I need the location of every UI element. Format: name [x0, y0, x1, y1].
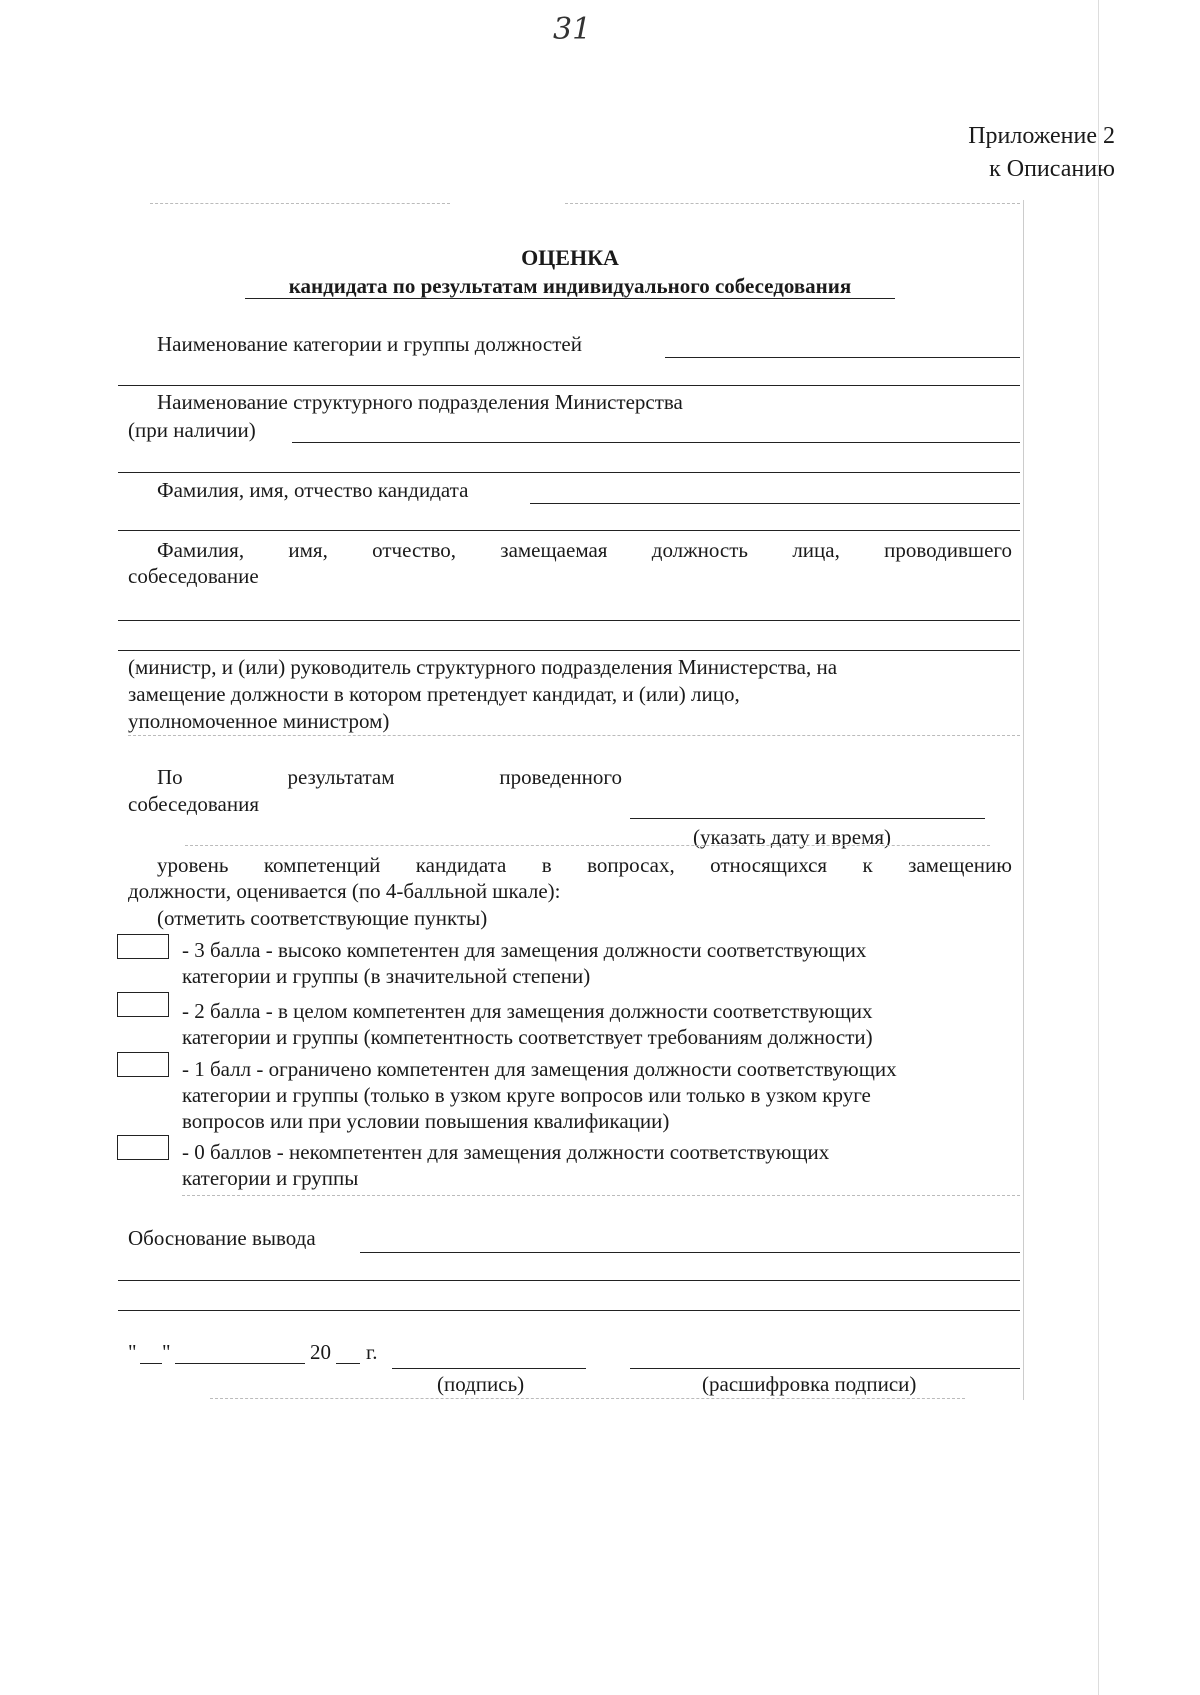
conclusion-input-line-3[interactable] [118, 1310, 1020, 1311]
date-year-suffix: г. [366, 1340, 378, 1364]
category-input-line[interactable] [665, 357, 1020, 358]
option-3-points-line1: - 3 балла - высоко компетентен для замещения должности соответствующих [182, 938, 867, 962]
date-quote-open: " [128, 1340, 137, 1364]
interviewer-note-2: замещение должности в котором претендует кандидат, и (или) лицо, [128, 682, 740, 706]
interviewer-input-line-1[interactable] [118, 620, 1020, 621]
date-hint: (указать дату и время) [693, 825, 892, 849]
conclusion-input-line-2[interactable] [118, 1280, 1020, 1281]
division-label-note: (при наличии) [128, 418, 256, 442]
candidate-input-line[interactable] [530, 503, 1020, 504]
document-subtitle: кандидата по результатам индивидуального собеседования [288, 274, 852, 298]
interviewer-input-line-2[interactable] [118, 650, 1020, 651]
page-number: 31 [553, 12, 592, 47]
conclusion-label: Обоснование вывода [128, 1226, 316, 1250]
competence-text: уровень компетенций кандидата в вопросах, относящихся к замещению [157, 853, 1012, 877]
division-label: Наименование структурного подразделения Министерства [157, 390, 683, 414]
option-2-points-line2: категории и группы (компетентность соответствует требованиям должности) [182, 1025, 873, 1049]
option-1-point-line2: категории и группы (только в узком круге вопросов или только в узком круге [182, 1083, 871, 1107]
interviewer-note-1: (министр, и (или) руководитель структурного подразделения Министерства, на [128, 655, 838, 679]
date-month-input-line[interactable] [175, 1363, 305, 1364]
option-2-points-line1: - 2 балла - в целом компетентен для замещения должности соответствующих [182, 999, 873, 1023]
option-2-points-checkbox[interactable] [117, 992, 169, 1017]
results-label: По результатам проведенного [157, 765, 622, 789]
signature-hint: (подпись) [437, 1372, 525, 1396]
signature-decode-input-line[interactable] [630, 1368, 1020, 1369]
option-3-points-line2: категории и группы (в значительной степени) [182, 964, 591, 988]
option-0-points-line1: - 0 баллов - некомпетентен для замещения должности соответствующих [182, 1140, 830, 1164]
option-1-point-checkbox[interactable] [117, 1052, 169, 1077]
option-1-point-line1: - 1 балл - ограничено компетентен для замещения должности соответствующих [182, 1057, 897, 1081]
interview-date-input-line[interactable] [630, 818, 985, 819]
date-quote-close: " [162, 1340, 171, 1364]
option-1-point-line3: вопросов или при условии повышения квалификации) [182, 1109, 670, 1133]
interviewer-label: Фамилия, имя, отчество, замещаемая должность лица, проводившего [157, 538, 1012, 562]
category-label: Наименование категории и группы должностей [157, 332, 582, 356]
date-year-prefix: 20 [310, 1340, 331, 1364]
option-0-points-line2: категории и группы [182, 1166, 359, 1190]
signature-input-line[interactable] [392, 1368, 586, 1369]
appendix-label: Приложение 2 [968, 123, 1115, 149]
competence-text-line2: должности, оценивается (по 4-балльной шкале): [128, 879, 561, 903]
signature-decode-hint: (расшифровка подписи) [702, 1372, 917, 1396]
division-input-line[interactable] [292, 442, 1020, 443]
conclusion-input-line-1[interactable] [360, 1252, 1020, 1253]
appendix-ref: к Описанию [989, 156, 1115, 182]
date-year-input-line[interactable] [336, 1363, 360, 1364]
results-label-line2: собеседования [128, 792, 259, 816]
date-day-input-line[interactable] [140, 1363, 162, 1364]
option-3-points-checkbox[interactable] [117, 934, 169, 959]
option-0-points-checkbox[interactable] [117, 1135, 169, 1160]
interviewer-note-3: уполномоченное министром) [128, 709, 390, 733]
document-title: ОЦЕНКА [521, 245, 619, 270]
instruction-text: (отметить соответствующие пункты) [157, 906, 488, 930]
candidate-label: Фамилия, имя, отчество кандидата [157, 478, 469, 502]
interviewer-label-line2: собеседование [128, 564, 259, 588]
